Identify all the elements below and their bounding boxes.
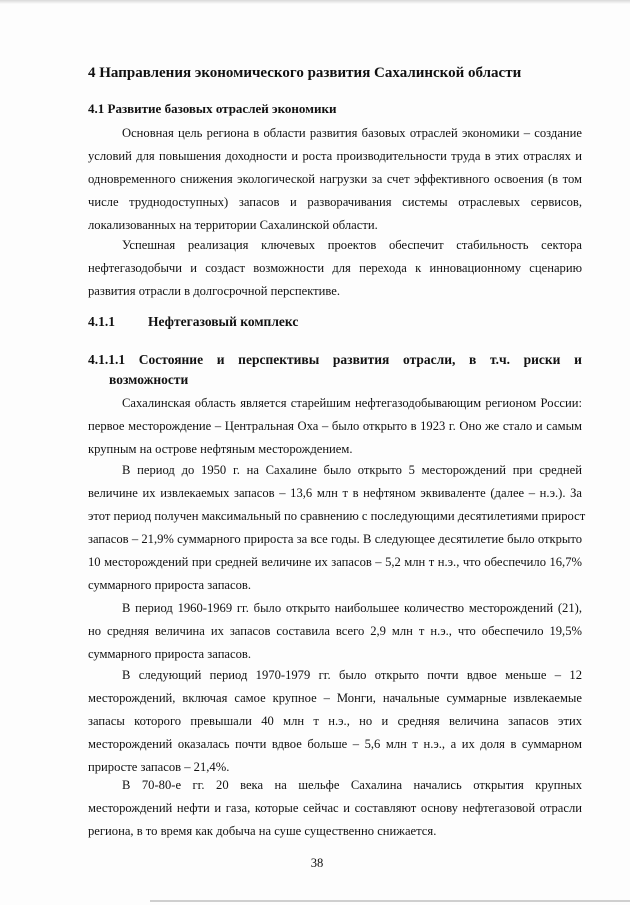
paragraph-line: первое месторождение – Центральная Оха – было открыто в 1923 г. Оно же стало и самым bbox=[88, 419, 582, 433]
subsubsection-heading bbox=[88, 350, 582, 390]
paragraph-line: но средняя величина их запасов составила всего 2,9 млн т н.э., что обеспечило 19,5% bbox=[88, 624, 582, 638]
heading-word: в bbox=[469, 352, 477, 367]
paragraph-line: условий для повышения доходности и роста производительности труда в этих отраслях и bbox=[88, 149, 582, 163]
heading-word: перспективы bbox=[238, 352, 320, 367]
paragraph-line: крупным на острове нефтяным месторождением. bbox=[88, 442, 353, 456]
paragraph-line: запасов – 21,9% суммарного прироста за все годы. В следующее десятилетие было открыто bbox=[88, 532, 582, 546]
scan-edge-top bbox=[0, 0, 630, 4]
paragraph-4 bbox=[88, 459, 586, 597]
paragraph-line: Основная цель региона в области развития базовых отраслей экономики – создание bbox=[122, 126, 582, 140]
paragraph-2 bbox=[88, 234, 582, 303]
heading-word: и bbox=[574, 352, 582, 367]
subsubsection-number: 4.1.1.1 bbox=[88, 352, 126, 367]
subsection-number: 4.1.1 bbox=[88, 314, 115, 329]
paragraph-1 bbox=[88, 122, 582, 237]
paragraph-7 bbox=[88, 774, 582, 843]
page-number: 38 bbox=[310, 856, 324, 870]
heading-word: Состояние bbox=[138, 352, 204, 367]
paragraph-line: месторождений нефти и газа, которые сейчас и составляют основу нефтегазовой отрасли bbox=[88, 801, 582, 815]
paragraph-line: В следующий период 1970-1979 гг. было открыто почти вдвое меньше – 12 bbox=[122, 668, 582, 682]
chapter-heading: 4 Направления экономического развития Сахалинской области bbox=[88, 65, 522, 81]
paragraph-line: В 70-80-е гг. 20 века на шельфе Сахалина начались открытия крупных bbox=[122, 778, 582, 792]
subsubsection-title-line2: возможности bbox=[109, 372, 189, 387]
paragraph-line: 10 месторождений при средней величине их запасов – 5,2 млн т н.э., что обеспечило 16,7% bbox=[88, 555, 582, 569]
paragraph-line: В период до 1950 г. на Сахалине было открыто 5 месторождений при средней bbox=[122, 463, 582, 477]
paragraph-line: В период 1960-1969 гг. было открыто наибольшее количество месторождений (21), bbox=[122, 601, 582, 615]
heading-word: т.ч. bbox=[489, 352, 510, 367]
paragraph-line: нефтегазодобычи и создаст возможности для перехода к инновационному сценарию bbox=[88, 261, 582, 275]
paragraph-line: числе труднодоступных) запасов и разворачивания системы отраслевых сервисов, bbox=[88, 195, 582, 209]
heading-word: риски bbox=[523, 352, 561, 367]
paragraph-line: величине их извлекаемых запасов – 13,6 млн т в нефтяном эквиваленте (далее – н.э.). За bbox=[88, 486, 582, 500]
paragraph-line: Успешная реализация ключевых проектов обеспечит стабильность сектора bbox=[122, 238, 582, 252]
paragraph-line: одновременного снижения экологической нагрузки за счет эффективного освоения (в том bbox=[88, 172, 582, 186]
subsection-title: Нефтегазовый комплекс bbox=[148, 314, 299, 329]
paragraph-line: суммарного прироста запасов. bbox=[88, 578, 252, 592]
heading-word: и bbox=[216, 352, 225, 367]
paragraph-line: развития отрасли в долгосрочной перспективе. bbox=[88, 284, 341, 298]
paragraph-line: месторождений оказалась почти вдвое больше – 5,6 млн т н.э., а их доля в суммарном bbox=[88, 737, 582, 751]
heading-word: отрасли, bbox=[403, 352, 456, 367]
subsection-heading bbox=[88, 314, 298, 330]
scan-edge-bottom bbox=[150, 900, 630, 902]
paragraph-line: этот период получен максимальный по сравнению с последующими десятилетиями прирост bbox=[88, 509, 586, 523]
paragraph-6 bbox=[88, 664, 582, 779]
heading-word: развития bbox=[332, 352, 390, 367]
section-heading: 4.1 Развитие базовых отраслей экономики bbox=[88, 101, 337, 116]
paragraph-line: месторождений, включая самое крупное – Монги, начальные суммарные извлекаемые bbox=[88, 691, 582, 705]
paragraph-line: Сахалинская область является старейшим нефтегазодобывающим регионом России: bbox=[122, 396, 582, 410]
paragraph-line: региона, в то время как добыча на суше существенно снижается. bbox=[88, 824, 437, 838]
paragraph-line: суммарного прироста запасов. bbox=[88, 647, 252, 661]
paragraph-line: локализованных на территории Сахалинской области. bbox=[88, 218, 378, 232]
paragraph-line: запасы которого превышали 40 млн т н.э., но и средняя величина запасов этих bbox=[88, 714, 582, 728]
paragraph-line: приросте запасов – 21,4%. bbox=[88, 760, 230, 774]
paragraph-3 bbox=[88, 392, 582, 461]
paragraph-5 bbox=[88, 597, 582, 666]
